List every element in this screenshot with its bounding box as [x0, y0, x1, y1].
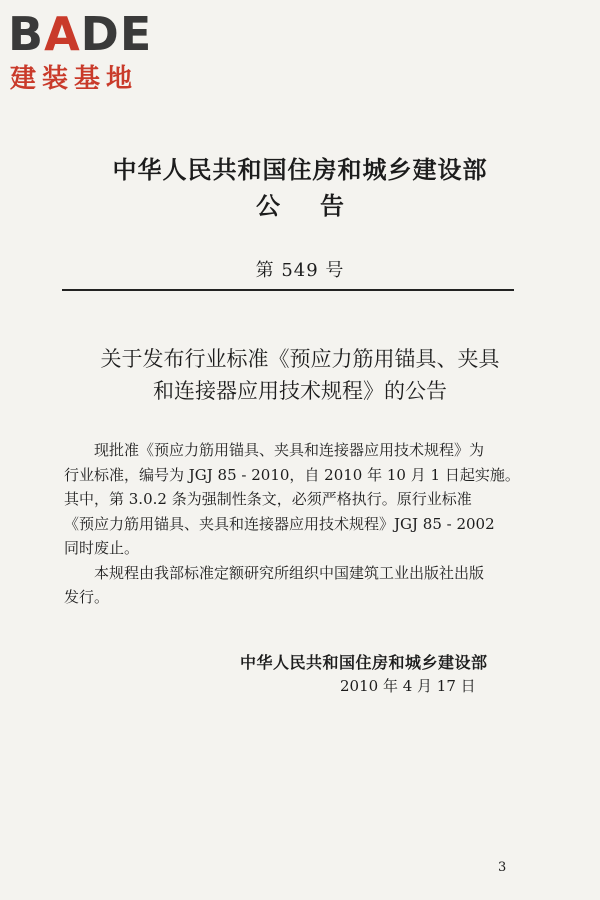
page-number: 3 [498, 860, 507, 875]
logo-subtitle: 建装基地 [10, 64, 139, 94]
notice-title-line-2: 和连接器应用技术规程》的公告 [153, 379, 447, 403]
announcement-body [64, 438, 520, 610]
issue-date: 2010 年 4 月 17 日 [340, 677, 476, 695]
header-divider [62, 289, 514, 291]
ministry-title: 中华人民共和国住房和城乡建设部 [112, 155, 488, 184]
issuing-organization: 中华人民共和国住房和城乡建设部 [240, 653, 488, 672]
logo-wordmark [8, 6, 152, 62]
logo-letter-b: B [8, 7, 45, 61]
body-line: 行业标准，编号为 JGJ 85 - 2010，自 2010 年 10 月 1 日起实施。 [64, 465, 520, 484]
bade-logo [8, 6, 178, 96]
announcement-number: 第 549 号 [255, 260, 345, 281]
logo-letters-de: DE [80, 7, 153, 61]
body-line: 其中，第 3.0.2 条为强制性条文，必须严格执行。原行业标准 [64, 490, 472, 508]
body-line: 发行。 [64, 588, 110, 606]
announcement-label: 公告 [256, 191, 384, 220]
logo-letter-a: A [44, 7, 81, 61]
body-line: 本规程由我部标准定额研究所组织中国建筑工业出版社出版 [94, 563, 485, 582]
notice-title-line-1: 关于发布行业标准《预应力筋用锚具、夹具 [100, 347, 500, 371]
body-line: 《预应力筋用锚具、夹具和连接器应用技术规程》JGJ 85 - 2002 [64, 514, 495, 533]
body-line: 现批准《预应力筋用锚具、夹具和连接器应用技术规程》为 [94, 441, 485, 459]
body-line: 同时废止。 [64, 539, 140, 557]
